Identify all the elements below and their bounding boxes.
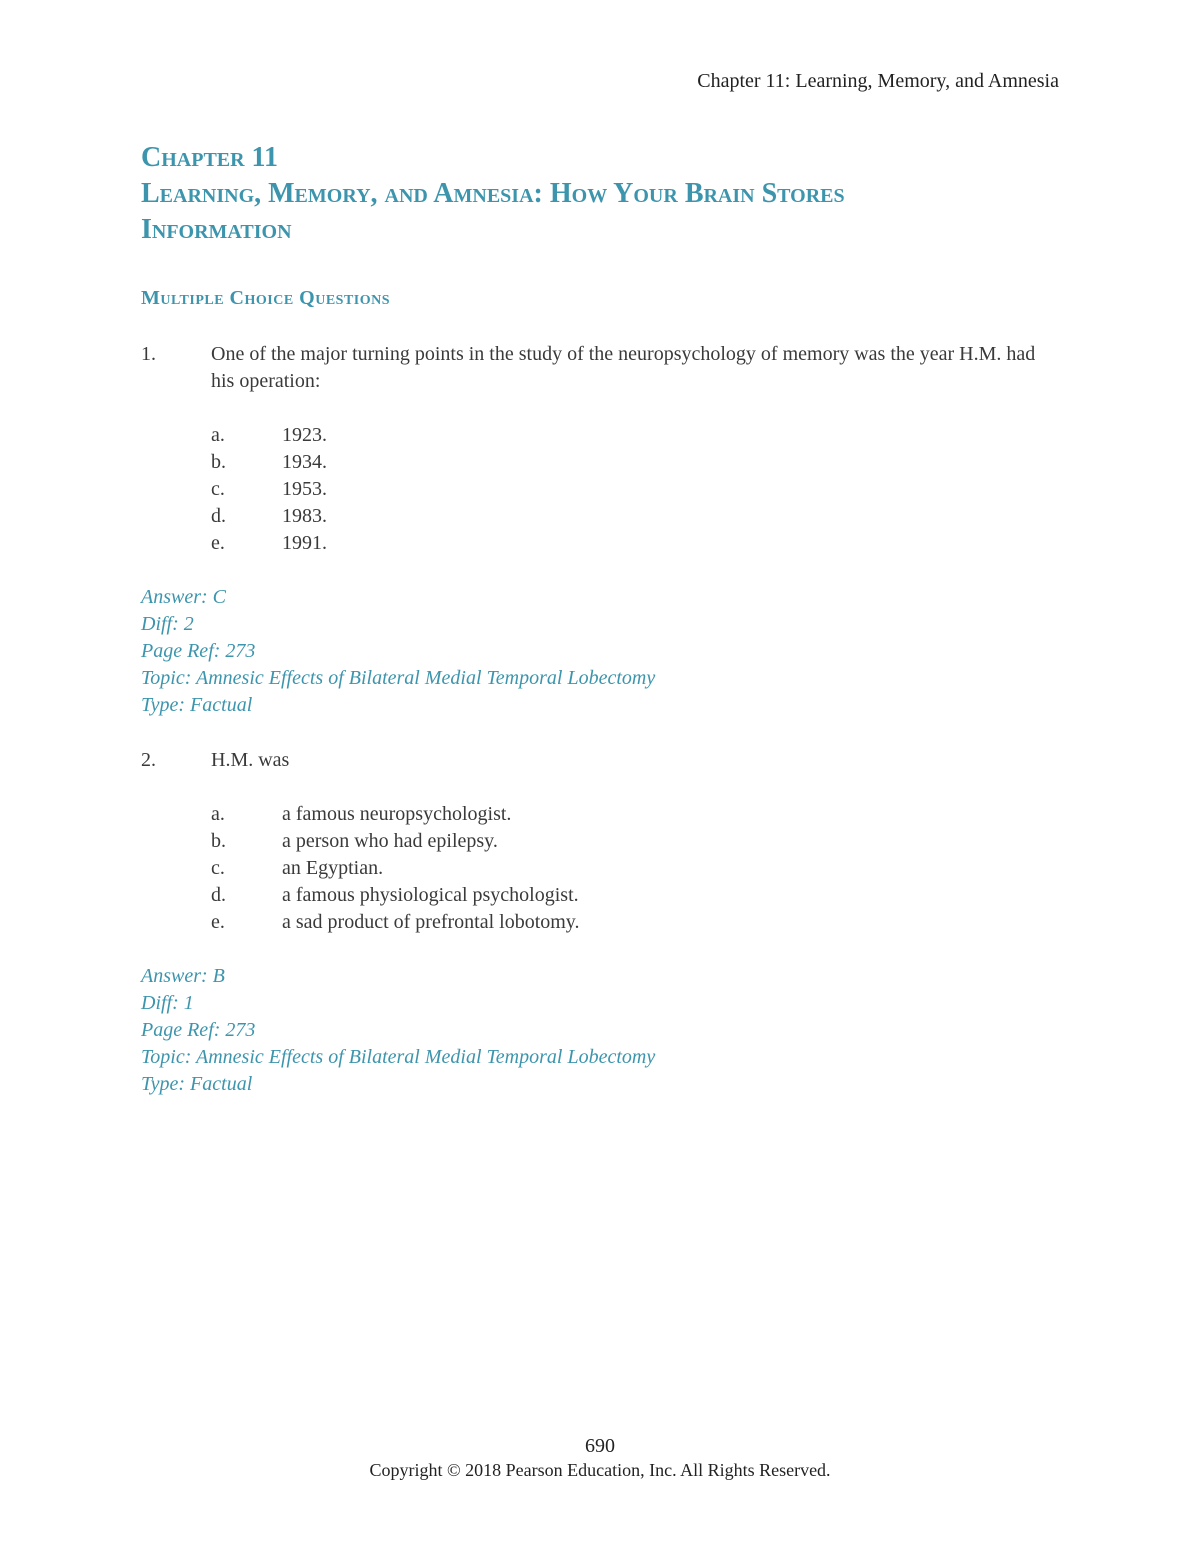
- chapter-subtitle-line2: Information: [141, 214, 292, 245]
- question-number: 2.: [141, 749, 156, 771]
- chapter-number: Chapter 11: [141, 142, 279, 173]
- option-a: [211, 801, 1061, 828]
- option-a: [211, 422, 1061, 449]
- option-b: [211, 828, 1061, 855]
- option-list: [211, 801, 1061, 936]
- option-letter: a.: [211, 803, 225, 825]
- answer-key: Answer: C: [141, 586, 226, 608]
- option-e: [211, 530, 1061, 557]
- page-ref: Page Ref: 273: [141, 1019, 256, 1041]
- option-d: [211, 503, 1061, 530]
- option-c: [211, 476, 1061, 503]
- option-d: [211, 882, 1061, 909]
- option-b: [211, 449, 1061, 476]
- option-letter: d.: [211, 505, 226, 527]
- option-letter: a.: [211, 424, 225, 446]
- option-letter: b.: [211, 451, 226, 473]
- question-2: [141, 747, 1061, 1098]
- page-ref: Page Ref: 273: [141, 640, 256, 662]
- option-list: [211, 422, 1061, 557]
- running-header: Chapter 11: Learning, Memory, and Amnesia: [697, 70, 1059, 92]
- answer-meta: [141, 584, 1061, 719]
- answer-meta: [141, 963, 1061, 1098]
- answer-key: Answer: B: [141, 965, 225, 987]
- option-letter: c.: [211, 857, 225, 879]
- topic: Topic: Amnesic Effects of Bilateral Medial Temporal Lobectomy: [141, 1046, 656, 1068]
- page-number: 690: [585, 1435, 615, 1457]
- option-text: 1991.: [282, 532, 327, 554]
- section-title: Multiple Choice Questions: [141, 287, 391, 309]
- option-text: 1934.: [282, 451, 327, 473]
- option-c: [211, 855, 1061, 882]
- option-text: 1953.: [282, 478, 327, 500]
- option-letter: b.: [211, 830, 226, 852]
- option-text: 1923.: [282, 424, 327, 446]
- option-e: [211, 909, 1061, 936]
- option-letter: c.: [211, 478, 225, 500]
- question-1: [141, 341, 1061, 719]
- option-text: a sad product of prefrontal lobotomy.: [282, 911, 580, 933]
- difficulty: Diff: 2: [141, 613, 194, 635]
- question-number: 1.: [141, 343, 156, 365]
- option-text: an Egyptian.: [282, 857, 384, 879]
- difficulty: Diff: 1: [141, 992, 194, 1014]
- option-letter: d.: [211, 884, 226, 906]
- chapter-title: [141, 140, 1081, 248]
- option-text: a famous neuropsychologist.: [282, 803, 512, 825]
- option-letter: e.: [211, 911, 225, 933]
- option-text: a famous physiological psychologist.: [282, 884, 579, 906]
- copyright-notice: Copyright © 2018 Pearson Education, Inc. All Rights Reserved.: [369, 1460, 831, 1480]
- question-type: Type: Factual: [141, 1073, 253, 1095]
- question-stem: One of the major turning points in the study of the neuropsychology of memory was the year H.M. had his operation:: [211, 343, 1036, 392]
- question-type: Type: Factual: [141, 694, 253, 716]
- option-letter: e.: [211, 532, 225, 554]
- option-text: 1983.: [282, 505, 327, 527]
- question-stem: H.M. was: [211, 749, 290, 771]
- topic: Topic: Amnesic Effects of Bilateral Medial Temporal Lobectomy: [141, 667, 656, 689]
- chapter-subtitle-line1: Learning, Memory, and Amnesia: How Your Brain Stores: [141, 178, 845, 209]
- option-text: a person who had epilepsy.: [282, 830, 498, 852]
